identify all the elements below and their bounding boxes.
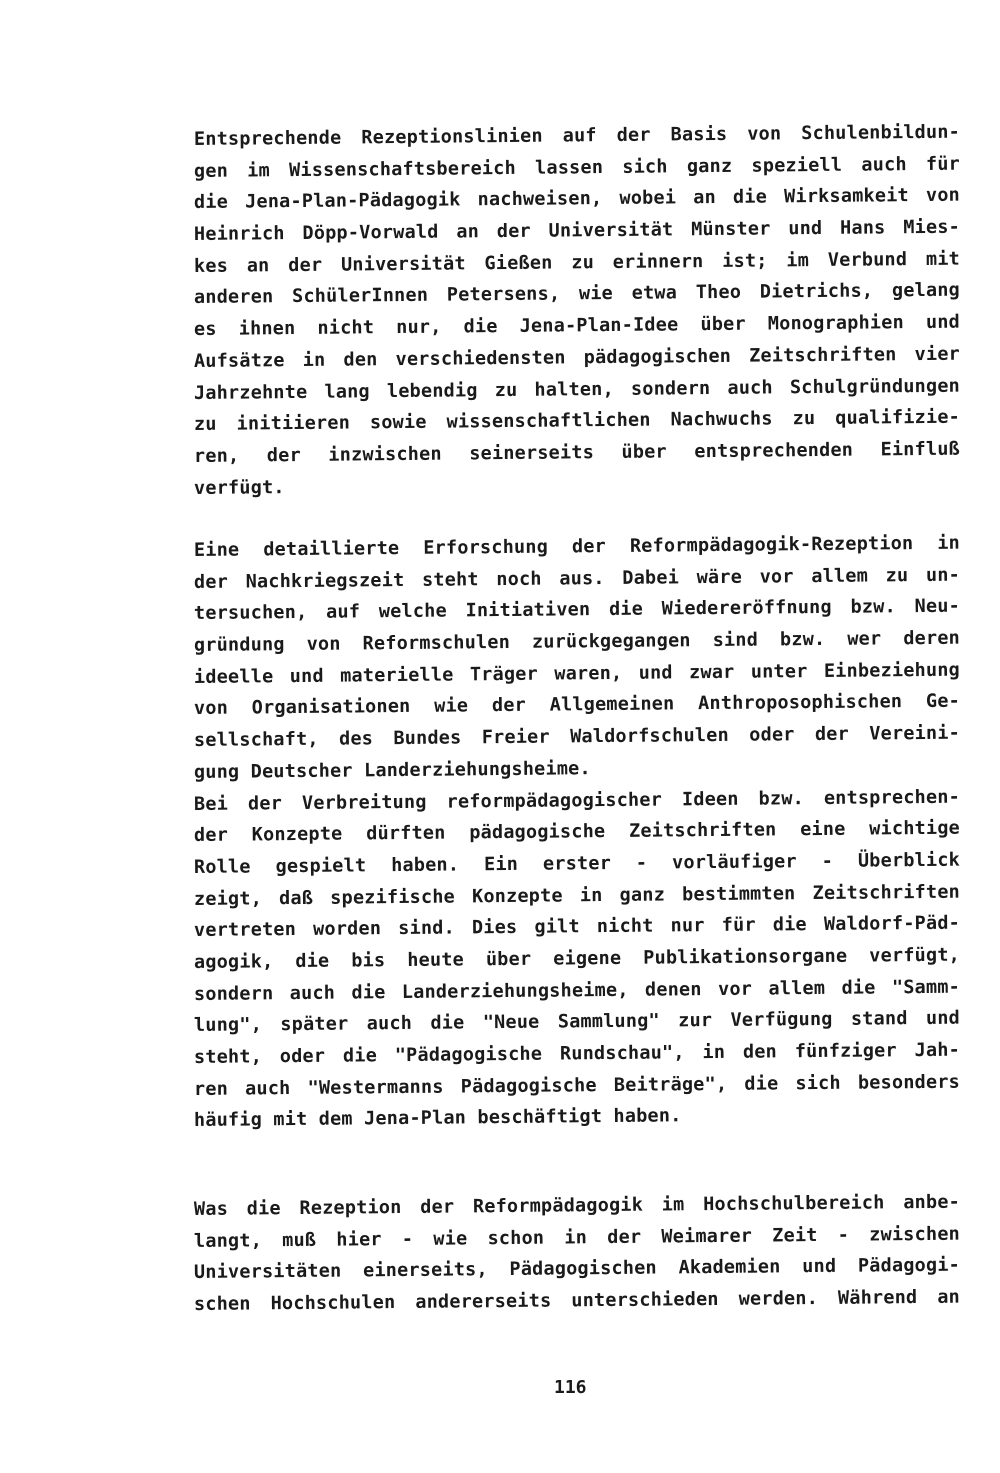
text-line: agogik, die bis heute über eigene Publikationsorgane verfügt, xyxy=(193,944,961,973)
text-line: Entsprechende Rezeptionslinien auf der Basis von Schulenbildun- xyxy=(193,121,961,150)
paragraph-jena-plan-reception xyxy=(193,121,961,504)
text-line: schen Hochschulen andererseits unterschieden werden. Während an xyxy=(193,1286,961,1316)
text-line: verfügt. xyxy=(193,476,285,499)
text-line: kes an der Universität Gießen zu erinnern ist; im Verbund mit xyxy=(193,248,961,277)
text-line: zu initiieren sowie wissenschaftlichen Nachwuchs zu qualifizie- xyxy=(193,406,961,436)
text-line: Was die Rezeption der Reformpädagogik im Hochschulbereich anbe- xyxy=(193,1191,961,1220)
text-line: Bei der Verbreitung reformpädagogischer Ideen bzw. entsprechen- xyxy=(193,786,961,815)
text-line: lung", später auch die "Neue Sammlung" zur Verfügung stand und xyxy=(193,1007,961,1037)
text-line: zeigt, daß spezifische Konzepte in ganz bestimmten Zeitschriften xyxy=(193,881,961,910)
text-line: gründung von Reformschulen zurückgegangen sind bzw. wer deren xyxy=(193,627,961,657)
text-line: ideelle und materielle Träger waren, und zwar unter Einbeziehung xyxy=(193,659,961,688)
text-line: Jahrzehnte lang lebendig zu halten, sondern auch Schulgründungen xyxy=(193,375,961,404)
text-line: Universitäten einerseits, Pädagogischen Akademien und Pädagogi- xyxy=(193,1255,961,1284)
text-line: häufig mit dem Jena-Plan beschäftigt haben. xyxy=(193,1105,682,1132)
text-line: der Konzepte dürften pädagogische Zeitschriften eine wichtige xyxy=(193,817,961,847)
text-line: Aufsätze in den verschiedensten pädagogischen Zeitschriften vier xyxy=(193,343,961,372)
text-line: anderen SchülerInnen Petersens, wie etwa Theo Dietrichs, gelang xyxy=(193,280,961,309)
text-line: vertreten worden sind. Dies gilt nicht nur für die Waldorf-Päd- xyxy=(193,912,961,942)
paragraph-postwar-research xyxy=(193,532,961,1137)
text-line: von Organisationen wie der Allgemeinen Anthroposophischen Ge- xyxy=(193,691,961,720)
text-line: der Nachkriegszeit steht noch aus. Dabei wäre vor allem zu un- xyxy=(193,564,961,593)
text-line: Eine detaillierte Erforschung der Reformpädagogik-Rezeption in xyxy=(193,532,961,561)
text-line: ren, der inzwischen seinerseits über entsprechenden Einfluß xyxy=(193,438,961,467)
paragraph-university-reception xyxy=(193,1191,961,1321)
text-line: ren auch "Westermanns Pädagogische Beiträge", die sich besonders xyxy=(193,1071,961,1100)
text-line: sellschaft, des Bundes Freier Waldorfschulen oder der Vereini- xyxy=(193,722,961,752)
text-line: es ihnen nicht nur, die Jena-Plan-Idee über Monographien und xyxy=(193,311,961,341)
text-line: tersuchen, auf welche Initiativen die Wiedereröffnung bzw. Neu- xyxy=(193,596,961,625)
text-line: gung Deutscher Landerziehungsheime. xyxy=(193,758,591,783)
text-line: Rolle gespielt haben. Ein erster - vorläufiger - Überblick xyxy=(193,849,961,878)
text-line: gen im Wissenschaftsbereich lassen sich ganz speziell auch für xyxy=(193,153,961,182)
page-number: 116 xyxy=(554,1377,587,1398)
text-line: steht, oder die "Pädagogische Rundschau", in den fünfziger Jah- xyxy=(193,1039,961,1068)
text-line: sondern auch die Landerziehungsheime, denen vor allem die "Samm- xyxy=(193,976,961,1005)
text-line: langt, muß hier - wie schon in der Weimarer Zeit - zwischen xyxy=(193,1223,961,1252)
text-line: Heinrich Döpp-Vorwald an der Universität Münster und Hans Mies- xyxy=(193,216,961,246)
text-line: die Jena-Plan-Pädagogik nachweisen, wobei an die Wirksamkeit von xyxy=(193,185,961,214)
